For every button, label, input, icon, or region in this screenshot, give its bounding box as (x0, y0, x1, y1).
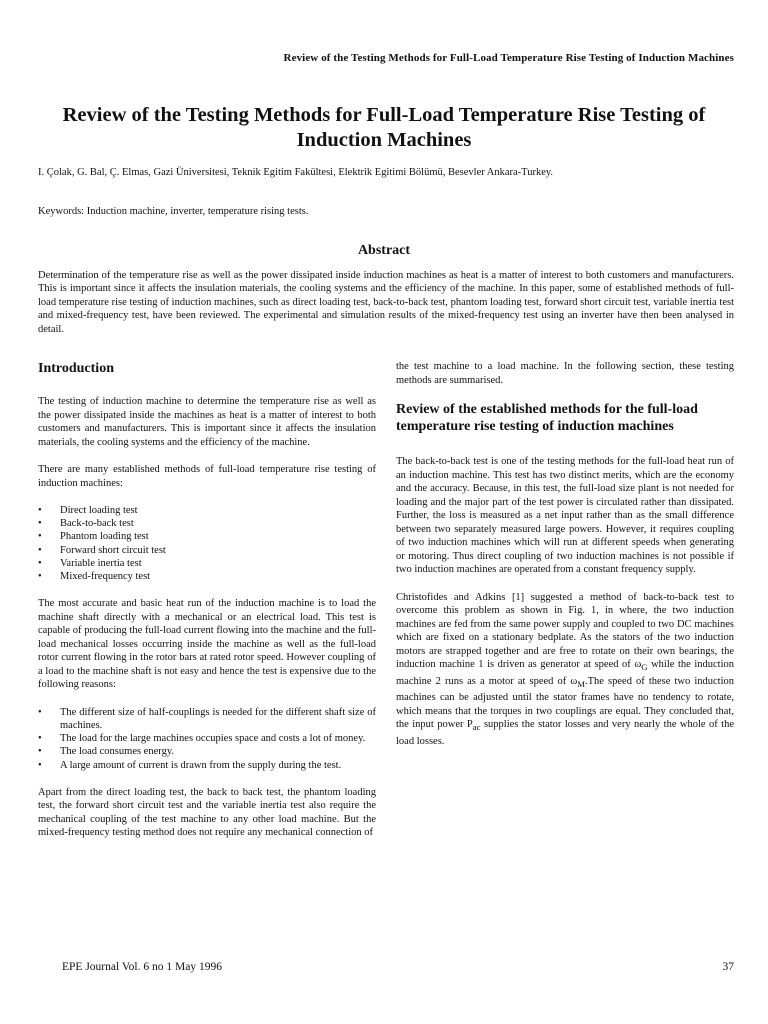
list-item: • Mixed-frequency test (38, 571, 151, 583)
paragraph: The most accurate and basic heat run of the induction machine is to load the machine shaft directly with a mechanical or an electrical load. This test is capable of producing the full-load current flowing into the machine and the full-load mechanical losses occurring inside the machine as well as the full-load rotor current flowing in the rotor bars at rated rotor speed. However coupling of a load to the machine shaft is not easy and hence the test is expensive due to the following reasons: (38, 598, 376, 691)
omega-g: $\omega_G$ (634, 659, 648, 673)
bullet-icon: • (38, 557, 42, 569)
paragraph: The back-to-back test is one of the testing methods for the full-load heat run of an induction machine. This test has two distinct merits, which are the economy and the accuracy. Because, in this test, the full-load size plant is not needed for loading and the major part of the test power is circulated rather than dissipated. Further, the loss is measured as a net input rather than as the small difference between two separately measured large powers. However, it requires coupling of two induction machines which will run at different speeds when generating or motoring. Thus direct coupling of two induction machines is not possible if two induction machines are operated from a constant frequency supply. (396, 456, 734, 575)
reasons-list (38, 706, 376, 772)
paragraph: There are many established methods of full-load temperature rise testing of induction machines: (38, 464, 376, 489)
bullet-icon: • (38, 544, 42, 556)
list-item: • The load consumes energy. (38, 746, 175, 758)
running-head: Review of the Testing Methods for Full-Load Temperature Rise Testing of Induction Machines (283, 52, 734, 64)
right-column (396, 360, 734, 762)
list-item: • Variable inertia test (38, 557, 142, 569)
list-item: • Direct loading test (38, 505, 138, 516)
paragraph: The testing of induction machine to determine the temperature rise as well as the power dissipated inside the machines as heat is a matter of interest to both customers and manufacturers. This is important since it affects the insulation materials, the cooling systems and the efficiency of the machine. (38, 396, 376, 448)
paper-title: Review of the Testing Methods for Full-Load Temperature Rise Testing of Induction Machines (62, 104, 706, 151)
list-item: • The different size of half-couplings is needed for the different shaft size of machines. (38, 706, 376, 731)
introduction-heading: Introduction (38, 361, 114, 376)
section-heading: Review of the established methods for the full-load temperature rise testing of induction machines (396, 402, 698, 434)
pac-subscript: ac (472, 722, 481, 733)
abstract-text: Determination of the temperature rise as well as the power dissipated inside induction machines as heat is a matter of interest to both customers and manufacturers. This is important since it affects the insulation materials, the cooling systems and the efficiency of the machine. In this paper, some of established methods of full-load temperature rise testing of induction machines, such as direct loading test, back-to-back test, phantom loading test, forward short circuit test, variable inertia test and mixed-frequency test, have been reviewed. The experimental and simulation results of the mixed-frequency test using an inverter have then been analysed in detail. (38, 270, 734, 335)
bullet-icon: • (38, 759, 42, 771)
paragraph: Christofides and Adkins [1] suggested a method of back-to-back test to overcome this problem as shown in Fig. 1, in where, the two induction machines are fed from the same power supply and coupled to two DC machines which are fixed on a stationary bedplate. As the stators of the two induction motors are strapped together and are free to rotate on their own bearings, the induction machine 1 is driven as generator at speed of $\omega_G$ while the induction machine 2 runs as a motor at speed of $\omega_M.The$ speed of these two induction machines can be adjusted until the stator frames have no tendency to rotate, which means that the torques in two couplings are equal. They concluded that, the input power $P_{ac}$ supplies the stator losses and very nearly the whole of the load losses. (396, 591, 734, 747)
authors: I. Çolak, G. Bal, Ç. Elmas, Gazi Üniversitesi, Teknik Egitim Fakültesi, Elektrik Egitimi Bölümü, Besevler Ankara-Turkey. (38, 167, 554, 178)
list-item: • A large amount of current is drawn from the supply during the test. (38, 759, 342, 771)
abstract-heading: Abstract (357, 243, 411, 258)
bullet-icon: • (38, 518, 42, 530)
list-item: • The load for the large machines occupies space and costs a lot of money. (38, 733, 366, 745)
bullet-icon: • (38, 733, 42, 745)
journal-footer: EPE Journal Vol. 6 no 1 May 1996 (62, 961, 222, 973)
paragraph: the test machine to a load machine. In the following section, these testing methods are summarised. (396, 361, 734, 386)
keywords: Keywords: Induction machine, inverter, temperature rising tests. (38, 206, 309, 217)
page-number: 37 (722, 961, 734, 973)
bullet-icon: • (38, 706, 42, 718)
paragraph: Apart from the direct loading test, the back to back test, the phantom loading test, the forward short circuit test and the variable inertia test also require the mechanical coupling of the test machine to any other load machine. But the mixed-frequency testing method does not require any mechanical connection of (38, 786, 376, 839)
omega-m: $\omega_M$ (570, 675, 586, 689)
list-item: • Back-to-back test (38, 518, 134, 530)
methods-list (38, 504, 376, 583)
bullet-icon: • (38, 571, 42, 583)
left-column (38, 360, 376, 854)
bullet-icon: • (38, 746, 42, 758)
bullet-icon: • (38, 505, 42, 516)
list-item: • Forward short circuit test (38, 544, 166, 556)
bullet-icon: • (38, 531, 42, 543)
list-item: • Phantom loading test (38, 531, 149, 543)
